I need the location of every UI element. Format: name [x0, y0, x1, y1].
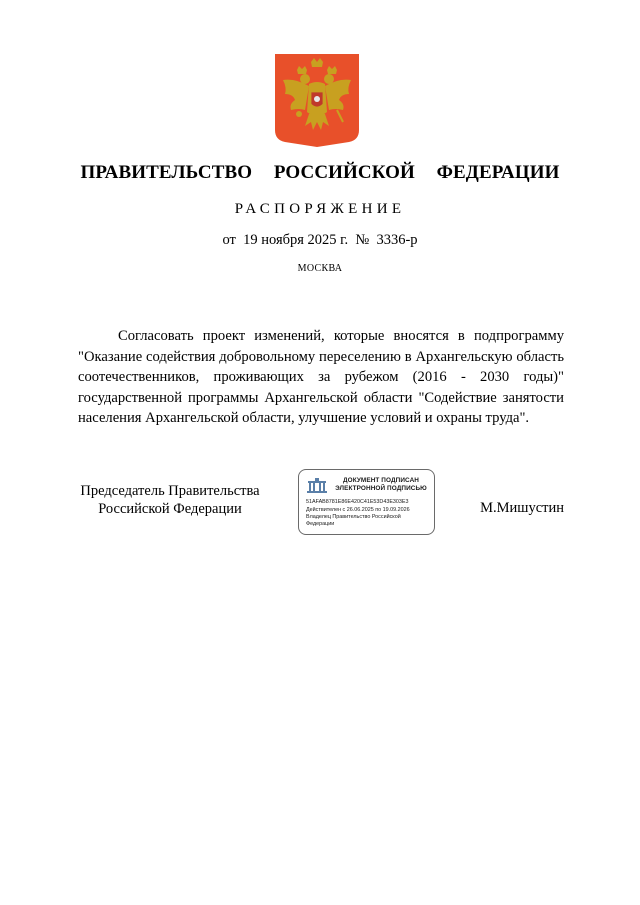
signatory-position-line2: Российской Федерации — [98, 501, 242, 517]
order-body-text: Согласовать проект изменений, которые вносятся в подпрограмму "Оказание содействия добровольному переселению в Архангельскую область соотечественников, проживающих за рубежом (2016 - 2030 годы)" государственной программы Архангельской области "Содействие занятости населения Архангельской области, улучшение условий и охраны труда". — [78, 328, 564, 426]
stamp-certificate: 51AFAB8781E86E420C41E53D43E303E3 — [306, 499, 409, 505]
government-building-icon — [306, 478, 328, 495]
signatory-position-line1: Председатель Правительства — [80, 483, 260, 499]
stamp-validity: Действителен с 26.06.2025 по 19.09.2026 — [306, 507, 410, 513]
stamp-title-line1: ДОКУМЕНТ ПОДПИСАН — [342, 477, 420, 484]
stamp-title — [331, 477, 431, 493]
coat-of-arms-emblem — [275, 54, 359, 147]
stamp-title-line2: ЭЛЕКТРОННОЙ ПОДПИСЬЮ — [335, 485, 427, 492]
signatory-position — [70, 482, 270, 518]
government-title: ПРАВИТЕЛЬСТВО РОССИЙСКОЙ ФЕДЕРАЦИИ — [80, 162, 560, 183]
stamp-owner-line2: Федерации — [306, 521, 335, 527]
document-date-number: от 19 ноября 2025 г. № 3336-р — [222, 232, 418, 248]
stamp-owner-line1: Владелец Правительство Российской — [306, 514, 401, 520]
signatory-name: М.Мишустин — [480, 500, 564, 516]
document-city: МОСКВА — [297, 263, 343, 274]
electronic-signature-stamp — [298, 469, 435, 535]
double-headed-eagle-icon — [275, 54, 359, 147]
document-type: РАСПОРЯЖЕНИЕ — [234, 201, 406, 217]
